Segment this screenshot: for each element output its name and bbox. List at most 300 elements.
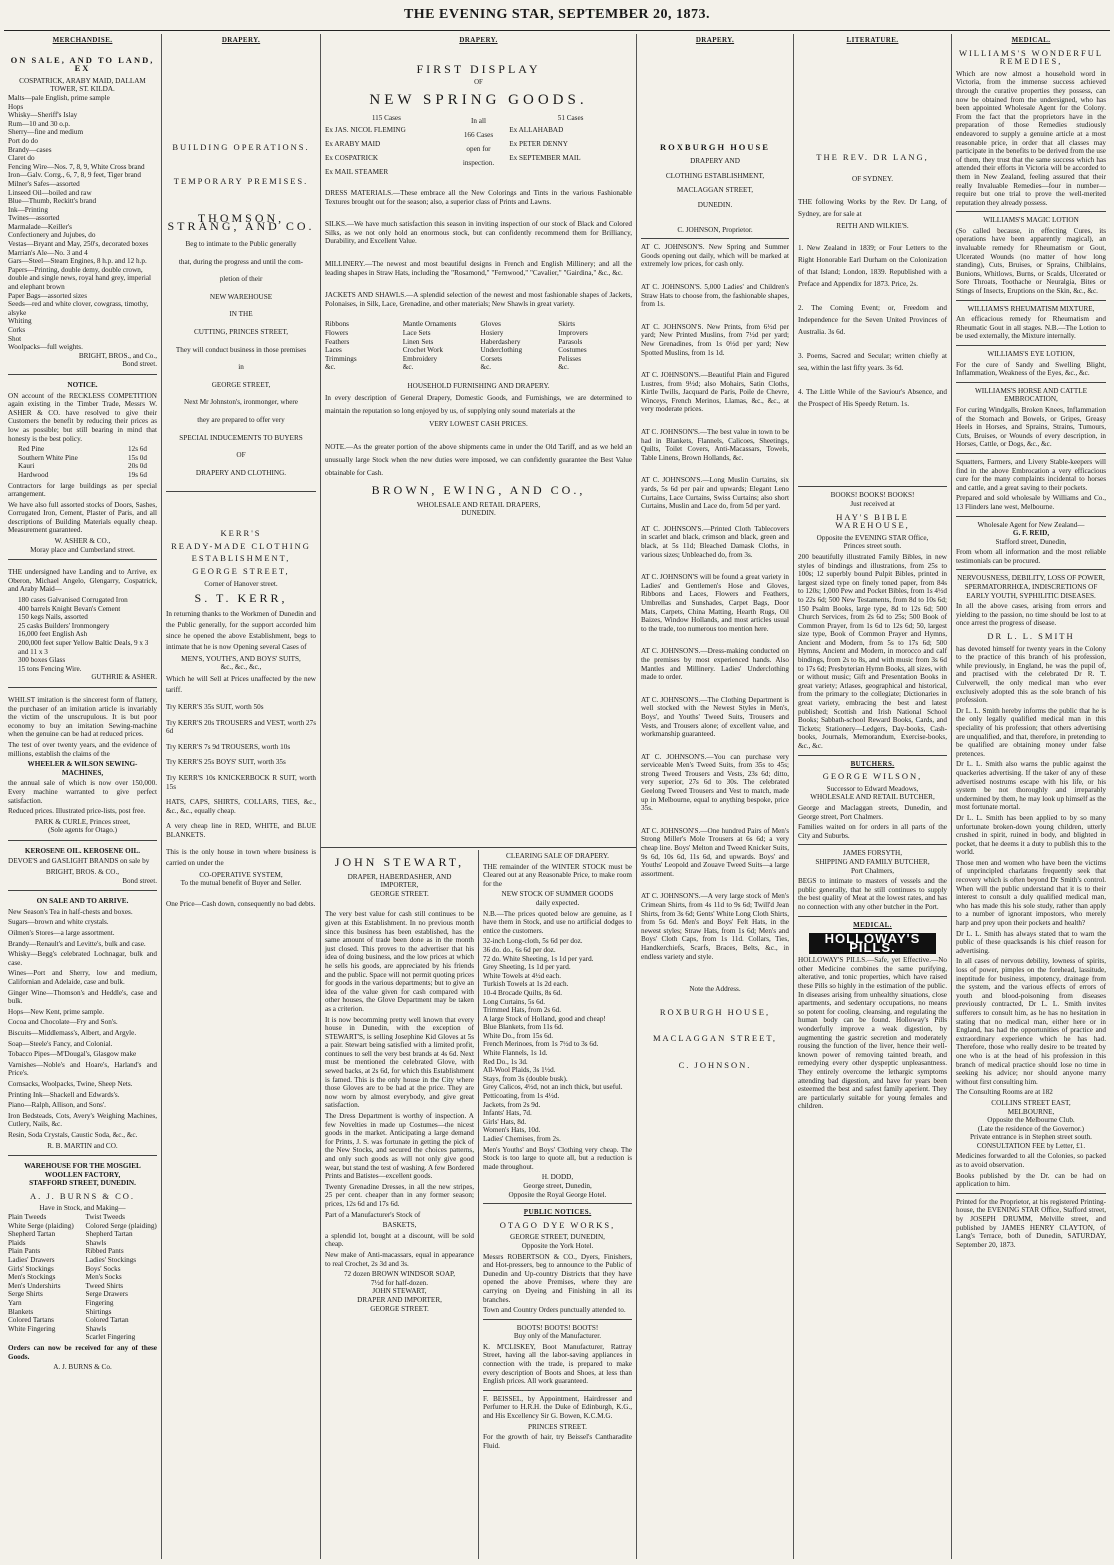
advert-text: IMPORTER, (380, 881, 419, 890)
list-item: Port do do (8, 136, 38, 145)
list-item: 16,000 feet English Ash (18, 630, 88, 639)
advert-text: THE undersigned have Landing and to Arrive, ex Oberon, Michael Angelo, Glengarry, Cospatrick, and Araby Maid— (8, 568, 157, 594)
advert-text: Dr L. L. Smith has been applied to by so many unfortunate broken-down young children, utterly crushed in spirit, ruined in body, and blighted in pocket, that he deems it a duty to publish this to the world. (956, 813, 1106, 857)
advert-address: Bond street. (122, 360, 157, 369)
advert-text: GEORGE STREET. (370, 889, 429, 898)
summary-line: inspection. (462, 159, 495, 168)
advert-title: WILLIAMS'S EYE LOTION, (987, 350, 1075, 358)
advert-name: ROXBURGH HOUSE (660, 141, 770, 152)
advert-text: REITH AND WILKIE'S. (836, 221, 909, 230)
list-item: Seeds—red and white clover, cowgrass, timothy, alsyke (8, 300, 149, 317)
column-dodd (479, 852, 636, 1559)
advert-text: THE following Works by the Rev. Dr Lang, of Sydney, are for sale at (798, 197, 947, 218)
advert-title: BOOKS! BOOKS! BOOKS! (830, 491, 915, 500)
johnson-notice: AT C. JOHNSON'S.—The best value in town to be had in Blankets, Flannels, Calicoes, Sheetings, Quilts, Toilet Covers, Anti-Macassars, Towels, Table Linens, Brown Hollands, &c. (641, 428, 789, 462)
price-item: Blue Blankets, from 11s 6d. (483, 1023, 564, 1032)
advert-text: George and Maclaggan streets, Dunedin, and George street, Port Chalmers. (798, 803, 947, 821)
price-item: Long Curtains, 5s 6d. (483, 997, 546, 1006)
list-item: White Fingering (8, 1324, 56, 1333)
list-item: Varnishes—Noble's and Hoare's, Harland's and Price's. (8, 1060, 157, 1078)
advert-burns (8, 1159, 157, 1377)
advert-text: Port Chalmers, (850, 866, 895, 875)
list-item: Shawls (85, 1324, 107, 1333)
advert-name: DR L. L. SMITH (987, 631, 1075, 642)
list-item: New Season's Tea in half-chests and boxes. (8, 907, 133, 916)
advert-text: Dr L. L. Smith has always stated that to warn the public of these quacksands is his chief reason for advertising. (956, 929, 1106, 955)
price-item: Red Do., 1s 3d. (483, 1057, 528, 1066)
advert-address: PRINCES STREET. (528, 1422, 587, 1431)
list-item: Papers—Printing, double demy, double crown, double and single news, royal hand grey, imperial and elephant brown (8, 265, 152, 292)
goods-item: Parasols (558, 337, 583, 346)
advert-title: OF SYDNEY. (851, 175, 893, 184)
list-item: Ladies' Stockings (85, 1256, 137, 1265)
advert-address: (Sole agents for Otago.) (47, 826, 118, 835)
advert-address: MELBOURNE, (1007, 1107, 1055, 1116)
goods-list (403, 320, 477, 372)
work-item: 2. The Coming Event; or, Freedom and Independence for the Seven United Provinces of Australia. 3s 6d. (798, 304, 947, 337)
list-item: Marrian's Ale—No. 3 and 4 (8, 248, 88, 257)
goods-item: Laces (325, 346, 342, 355)
list-item: Vestas—Bryant and May, 250's, decorated boxes (8, 240, 149, 249)
goods-item: Crochet Work (402, 346, 443, 355)
advert-address: COLLINS STREET EAST, (991, 1098, 1071, 1107)
price-value: 19s 6d (128, 470, 147, 479)
advert-text: DEVOE'S and GASLIGHT BRANDS on sale by (8, 857, 150, 866)
advert-brand: WHEELER & WILSON SEWING-MACHINES, (27, 760, 138, 777)
advert-text: (So called because, in effecting Cures, its operations have been apparently magical), an invaluable remedy for Rheumatism or Gout, Ulcerated Wounds (no matter of how long standing), Cuts, Bruises, or Sprains, Chilblains, Bunions, Whitlows, Burns, or Scalds, Ulcerated or Sore Throats, Toothache or Neuralgia, Bites or Stings of Insects, Eruptions on the Skin, &c., &c. (956, 226, 1106, 296)
section-heading: PUBLIC NOTICES. (523, 1208, 592, 1217)
advert-address: Opposite the Melbourne Club. (987, 1116, 1075, 1125)
list-item: Whisky—Begg's celebrated Lochnagar, bulk and case. (8, 950, 157, 967)
list-item: Milner's Safes—assorted (8, 179, 80, 188)
advert-text: An efficacious remedy for Rheumatism and Rheumatic Gout in all stages. N.B.—The Lotion to be used externally, the Mixture internally. (956, 315, 1106, 341)
works-list (798, 242, 947, 410)
list-item: Wines—Port and Sherry, low and medium, Californian and Adelaide, case and bulk. (8, 969, 157, 986)
list-item: Colored Serge (plaiding) (85, 1221, 157, 1230)
goods-item: &c. (402, 363, 414, 372)
goods-item: Skirts (558, 320, 576, 329)
advert-text: &c., &c., &c., (220, 663, 262, 672)
price-item: White Towels at 4½d each. (483, 971, 562, 980)
price-item: Stays, from 3s (double busk). (483, 1074, 568, 1083)
advert-text: In every description of General Drapery, Domestic Goods, and Furnishings, we are determined to maintain the reputation so long enjoyed by us, of supplying only sound materials at the (325, 394, 632, 416)
advert-title: CLEARING SALE OF DRAPERY. (506, 852, 609, 860)
list-item: Plain Tweeds (8, 1213, 47, 1222)
column-stewart (321, 852, 478, 1559)
advert-text: NOTE.—As the greater portion of the above shipments came in under the Old Tariff, and as we held an unusually large Stock when the new duties were imposed, we can confidently guarantee the Best Value obtainable for Cash. (325, 443, 632, 478)
ship-name: Ex SEPTEMBER MAIL (509, 153, 581, 162)
list-item: Tobacco Pipes—M'Dougal's, Glasgow make (8, 1050, 137, 1059)
masthead: THE EVENING STAR, SEPTEMBER 20, 1873. (403, 7, 711, 22)
list-item: Iron Bedsteads, Cots, Avery's Weighing Machines, Cutlery, Nails, &c. (8, 1111, 157, 1129)
list-item: Sherry—fine and medium (8, 128, 84, 137)
list-item: Brandy—Renault's and Levitte's, bulk and case. (8, 939, 146, 948)
advert-text: In all the above cases, arising from errors and yielding to the passion, no time should be lost to at once arrest the progress of disease. (956, 602, 1106, 628)
advert-title: HOUSEHOLD FURNISHING AND DRAPERY. (407, 381, 550, 390)
advert-title: OF (474, 79, 483, 87)
advert-text: WHILST imitation is the sincerest form of flattery, the purchaser of an imitation article is invariably the victim of the unscrupulous. It is but poor economy to buy an imitation Sewing-machine when the genuine can be had at reduced prices. (8, 695, 157, 739)
advert-text: Messrs ROBERTSON & CO., Dyers, Finishers, and Hot-pressers, beg to announce to the Public of Dunedin and Up-country Districts that they have opened the above Premises, where they are carrying on Dyeing and Finishing in all its branches. (483, 1252, 632, 1304)
advert-text: For the cure of Sandy and Swelling Blight, Inflammation, Weakness of the Eyes, &c., &c. (956, 360, 1106, 378)
column-heading: MEDICAL. (1011, 36, 1051, 44)
advert-address: George street, Dunedin, (523, 1181, 592, 1190)
list-item: 200,000 feet super Yellow Baltic Deals, 9 x 3 and 11 x 3 (18, 639, 149, 656)
work-item: 3. Poems, Sacred and Secular; written chiefly at sea, within the last fifty years. 3s 6d. (798, 352, 947, 373)
list-item: Ladies' Drawers (8, 1256, 55, 1265)
price-item: Turkish Towels at 1s 2d each. (483, 980, 569, 989)
cases-summary (451, 114, 506, 179)
section-rule (321, 847, 636, 848)
ship-name: Ex COSPATRICK (325, 153, 379, 162)
advert-text: The Consulting Rooms are at 182 (956, 1088, 1053, 1097)
advert-line: Beg to intimate to the Public generally (185, 239, 297, 248)
advert-title: WAREHOUSE FOR THE MOSGIEL WOOLLEN FACTORY, (24, 1162, 141, 1179)
advert-text: In returning thanks to the Workmen of Dunedin and the Public generally, for the support accorded him since he opened the above Establishment, begs to intimate that he is now Opening several Cases of (166, 609, 316, 651)
advert-signature: DRAPER AND IMPORTER, (357, 1295, 442, 1304)
advert-text: Those men and women who have been the victims of unprincipled charlatans frequently seek that recovery which is often beyond Dr Smith's control. When will the public understand that it is to their interest to consult a duly qualified medical man, who has made this his sole study, rather than apply to a number of ignorant impostors, who merely harp and prey upon their pockets and health? (956, 858, 1106, 928)
advert-text: Squatters, Farmers, and Livery Stable-keepers will find in the above Embrocation a very efficacious cure for the many complaints incidental to horses and cattle, and a great saving to their pockets. (956, 457, 1106, 492)
johnson-notices (641, 243, 789, 961)
advert-text: BEGS to intimate to masters of vessels and the public generally, that he still continues to supply the best quality of Meat at the lowest rates, and has no connection with any other butcher in the Port. (798, 877, 947, 911)
advert-asher-notice (8, 378, 157, 560)
advert-martin (8, 894, 157, 1156)
goods-list (325, 320, 399, 372)
stock-list-left (8, 1213, 80, 1342)
advert-title: NERVOUSNESS, DEBILITY, LOSS OF POWER, SPERMATORRHŒA, INDISCRETIONS OF EARLY YOUTH, SYPHILITIC DISEASES. (957, 574, 1105, 600)
list-item: Malts—pale English, prime sample (8, 93, 110, 102)
list-item: 150 kegs Nails, assorted (18, 613, 88, 622)
advert-text: THE remainder of the WINTER STOCK must be Cleared out at any Reasonable Price, to make room for the (483, 862, 632, 888)
goods-item: Costumes (558, 346, 587, 355)
advert-name: HAY'S BIBLE WAREHOUSE, (835, 511, 910, 531)
advert-text: Town and Country Orders punctually attended to. (483, 1306, 626, 1315)
list-item: Sugars—brown and white crystals. (8, 918, 109, 927)
list-item: Fingering (85, 1299, 114, 1307)
advert-text: The Dress Department is worthy of inspection. A few Novelties in made up Costumes—the nicest goods in the market. Anticipating a large demand for Prints, J. S. was fortunate in getting the pick of the New Stocks, and secured the choices patterns, and only such goods as will not only give good wear, but stand the test of washing. A few Bordered Prints and Batistes—excellent goods. (325, 1112, 474, 1181)
advert-title: KERR'S (220, 528, 262, 539)
list-item: Whisky—Sheriff's Islay (8, 111, 78, 120)
column-merchandise (4, 34, 161, 1559)
goods-item: &c. (480, 363, 492, 372)
advert-name: OTAGO DYE WORKS, (499, 1219, 616, 1230)
list-item: Men's Socks (85, 1273, 122, 1282)
advert-title: NEW SPRING GOODS. (369, 91, 588, 108)
goods-item: Feathers (325, 337, 350, 346)
advert-text: DRAPERY AND (690, 157, 740, 166)
list-item: A very cheap line in RED, WHITE, and BLUE BLANKETS. (166, 822, 316, 839)
column-heading: DRAPERY. (221, 36, 261, 44)
list-item: Hops (8, 102, 24, 111)
list-item: Plain Pants (8, 1247, 41, 1256)
column-heading: DRAPERY. (695, 36, 735, 44)
advert-text: Wholesale Agent for New Zealand— (977, 520, 1085, 529)
goods-item: &c. (325, 363, 336, 372)
advert-title: GEORGE STREET, (192, 566, 290, 577)
advert-text: DUNEDIN. (461, 509, 496, 518)
advert-name: G. F. REID, (1012, 529, 1050, 538)
advert-text: Note the Address. (689, 985, 741, 994)
price-item: All-Wool Plaids, 3s 1½d. (483, 1066, 556, 1075)
cases-count: 115 Cases (371, 114, 401, 123)
advert-text: DRAPER, HABERDASHER, AND (347, 872, 452, 881)
advert-text: daily expected. (535, 898, 580, 907)
advert-name: THOMSON, STRANG, AND CO. (167, 210, 315, 234)
advert-text: Part of a Manufacturer's Stock of (325, 1210, 421, 1219)
list-item: Boys' Socks (85, 1264, 121, 1273)
price-item: 72 do. White Sheeting, 1s 1d per yard. (483, 954, 594, 963)
johnson-notice: AT C. JOHNSON'S.—A very large stock of Men's Crimean Shirts, from 4s 11d to 9s 6d; Twill'd Jean Shirts, from 3s 6d; Gents' White Long Cloth Shirts, from 5s 6d. Men's and Boys' Felt Hats, in the newest styles; Straw Hats, from 1s 6d; Men's and Boys' Cloth Caps, from 1s 11d. Collars, Ties, Handkerchiefs, Scarfs, Braces, Belts, &c., in endless variety and style. (641, 892, 789, 961)
section-heading: MEDICAL. (853, 920, 892, 929)
goods-item: Mantle Ornaments (402, 320, 457, 329)
goods-item: Haberdashery (480, 337, 521, 346)
list-item: Men's Stockings (8, 1273, 56, 1282)
advert-signature: R. B. MARTIN and CO. (47, 1141, 118, 1150)
advert-line: GEORGE STREET, (211, 380, 271, 389)
masthead-rule (4, 30, 1110, 31)
advert-text: BASKETS, (382, 1221, 417, 1230)
list-item: Shot (8, 334, 22, 343)
column-heading: LITERATURE. (846, 36, 899, 44)
advert-text: Opposite the York Hotel. (521, 1241, 594, 1250)
cases-group-1 (325, 114, 448, 179)
advert-line: SPECIAL INDUCEMENTS TO BUYERS (179, 433, 303, 442)
advert-title: WILLIAMS'S RHEUMATISM MIXTURE, (967, 304, 1095, 313)
johnson-notice: AT C. JOHNSON'S.—You can purchase very serviceable Men's Tweed Suits, from 35s to 45s; strong Tweed Trousers and Vests, 23s 6d; ditto, very superior, 27s 6d to 30s. The celebrated Geelong Tweed Trousers and Vest to match, made up in Melbourne, equal to anything bespoke, price 35s. (641, 752, 789, 813)
advert-text: DUNEDIN. (697, 200, 733, 209)
advert-address: GEORGE STREET. (370, 1304, 429, 1313)
advert-signature: A. J. BURNS & Co. (53, 1363, 112, 1372)
list-item: White Serge (plaiding) (8, 1221, 74, 1230)
johnson-notice: AT C. JOHNSON'S.—Dress-making conducted on the premises by most experienced hands. Also Mantles and Millinery. Ladies' Underclothing made to order. (641, 647, 789, 682)
advert-text: 200 beautifully illustrated Family Bibles, in new styles of bindings and illustrations, from 25s to 100s; 12 superbly bound Pulpit Bibles, printed in largest sized type on finely toned paper, from 84s to 120s; 1,000 Pew and Pocket Bibles, from 1s 4½d to 22s 6d; 500 New Testaments, from 8d to 10s 6d; 150 Psalm Books, large type, 8d to 12s 6d; 500 Church Services, from 2s 6d to 25s; 500 Book of Common Prayer, from 1s 6d to 12s 6d; 50, largest size type, Book of Common Prayer and Hymns, Ancient and Modern, from 5s to 17s 6d; 500 Hymns, Ancient and Modern, in morocco and calf bindings, from 2s to 8s, and with music from 3s 6d to 17s 6d; Presbyterian Hymn Books, all sizes, with or without music; Gift and Presentation Books in great variety; Atlases, geographical and historical, from the primary to the collegiate; Dictionaries in great variety, embracing the best and latest published; Scottish and Irish National School Books; Sabbath-school Reward Books, Cards, and Tickets; Stationery—Ledgers, Day-books, Cash-books, Journals, Memorandum, Exercise-books, &c., &c. (798, 552, 947, 750)
advert-text: Opposite the EVENING STAR Office, (816, 533, 929, 542)
advert-text: Which are now almost a household word in Victoria, from the immense success achieved through the curative properties they possess, can now be obtained from the undersigned, who has been appointed Wholesale Agent for the Colony. From the fact that the proprietors have in the preparation of those Remedies studiously endeavored to supply a genuine article at a most reasonable price, in order that all classes may participate in the benefits to be derived from the use of them, they trust that the same success which has attended their efforts in Victoria will be accorded to them in New Zealand, feeling assured that their really Invaluable Remedies—four in number—require but one trial to prove the well-merited reputation they already possess. (956, 69, 1106, 207)
advert-text: CONSULTATION FEE by Letter, £1. (976, 1141, 1086, 1150)
advert-text: Dr L. L. Smith hereby informs the public that he is the only legally qualified medical man in this speciality of his profession; that others advertising are unqualified, and that, therefore, in pretending to be qualified are obtaining money under false pretences. (956, 706, 1106, 758)
advert-text: JACKETS AND SHAWLS.—A splendid selection of the newest and most fashionable shapes of Jackets, Polonaises, in Silk, Lace, Grenadine, and other materials; New Shawls in great variety. (325, 291, 632, 308)
price-label: Kauri (18, 462, 35, 471)
list-item: Whiting (8, 317, 32, 326)
column-literature (794, 34, 951, 1559)
item-list (8, 94, 157, 352)
advert-title: READY-MADE CLOTHING (171, 540, 311, 551)
advert-text: From whom all information and the most reliable testimonials can be procured. (956, 548, 1106, 565)
holloways-pills-logo: HOLLOWAY'S PILLS. (809, 933, 936, 954)
summary-line: In all (471, 117, 486, 126)
list-item: Soap—Steele's Fancy, and Colonial. (8, 1039, 113, 1048)
goods-item: Ribbons (325, 320, 349, 329)
advert-title: BUILDING OPERATIONS. (172, 141, 310, 152)
advert-address: MACLAGGAN STREET, (652, 1033, 778, 1044)
stock-list (8, 1213, 157, 1342)
price-item: Jackets, from 2s 9d. (483, 1100, 541, 1109)
list-item: Shirtings (85, 1307, 112, 1316)
list-item: Try KERR'S 20s TROUSERS and VEST, worth 27s 6d (166, 718, 316, 736)
ship-name: Ex MAIL STEAMER (325, 167, 389, 176)
column-heading: DRAPERY. (459, 36, 498, 44)
advert-address: Corner of Hanover street. (204, 579, 278, 588)
advert-signature: W. ASHER & CO., (54, 537, 111, 546)
list-item: Colored Tartan (85, 1316, 129, 1325)
item-list (8, 908, 157, 1140)
price-item: 36 do. do., 6s 6d per doz. (483, 945, 556, 954)
advert-title: WILLIAMS'S MAGIC LOTION (983, 216, 1079, 225)
price-label: Red Pine (18, 445, 45, 454)
advert-text: Successor to Edward Meadows, (826, 784, 919, 793)
stock-list-right (85, 1213, 157, 1342)
johnson-notice: AT C. JOHNSON'S. New Spring and Summer Goods opening out daily, which will be marked at extremely low prices, for cash only. (641, 243, 789, 269)
advert-guthrie-asher (8, 563, 157, 688)
advert-text: Families waited on for orders in all parts of the City and Suburbs. (798, 823, 947, 840)
cases-count: 51 Cases (557, 114, 584, 123)
summary-line: 166 Cases (463, 131, 494, 140)
list-item: Girls' Stockings (8, 1264, 54, 1273)
list-item: Shepherd Tartan (8, 1230, 56, 1239)
advert-title: KEROSENE OIL. KEROSENE OIL. (24, 846, 141, 855)
advert-text: MILLINERY.—The newest and most beautiful designs in French and English Millinery; and all the leading shapes in Straw Hats, including the "Rosamond," "Fernwood," "Cavalier," "Gairdina," &c., &c. (325, 259, 632, 277)
price-value: 15s 0d (128, 453, 147, 462)
list-item: Blankets (8, 1307, 34, 1316)
list-item: Iron—Galv. Corrg., 6, 7, 8, 9 feet, Tiger brand (8, 171, 141, 180)
advert-text: The test of over twenty years, and the evidence of millions, establish the claims of the (8, 740, 157, 758)
item-list (8, 596, 157, 673)
price-value: 20s 0d (128, 462, 147, 471)
advert-text: The very best value for cash still continues to be given at this Establishment. In no previous month since this business has been established, has the same amount of trade been done as in the month just closed. This proves to the advertiser that his idea of doing business, and the low prices at which he sells his goods, are appreciated by his friends and the public. Space will not permit quoting prices for goods in the various departments; but to give an idea of the value given for cash compared with other houses, the Glove Department may be taken as a criterion. (325, 910, 474, 1013)
list-item: Ink—Printing (8, 205, 48, 214)
advert-line: that, during the progress and until the com- (178, 257, 304, 266)
advert-text: Have in Stock, and Making— (39, 1204, 126, 1213)
advert-text: Princes street south. (843, 542, 902, 551)
list-item: Brandy—cases (8, 145, 52, 154)
advert-line: They will conduct business in those premises (175, 345, 307, 354)
advert-name: S. T. KERR, (194, 591, 288, 606)
goods-item: Corsets (480, 354, 503, 363)
advert-address: Private entrance is in Stephen street south. (970, 1133, 1092, 1142)
item-list (166, 703, 316, 840)
advert-ships: COSPATRICK, ARABY MAID, DALLAM TOWER, ST. KILDA. (19, 76, 146, 94)
johnson-notice: AT C. JOHNSON'S.—Printed Cloth Tablecovers in scarlet and black, crimson and black, green and black, at 5s 11d; Bleached Damask Cloths, in various sizes; Unbleached do, from 3s. (641, 524, 789, 559)
column-medical (952, 34, 1110, 1559)
advert-text: HOLLOWAY'S PILLS.—Safe, yet Effective.—No other Medicine combines the same purifying, alterative, and tonic properties, which have raised these Pills so highly in the estimation of the public. In diseases arising from unhealthy situations, close apartments, and sedentary occupations, no means so potent for cooling, cleansing, and regulating the human body can be found. Holloway's Pills wonderfully improve a weak digestion, by augmenting the gastric secretion and moderately rousing the function of the liver, hence their well-known power of removing tainted breath, and remedying every other dyspeptic unpleasantness. They entirely overcome the lethargic symptoms attending bad digestion, and have for years been esteemed the best and safest family aperient. They are particularly suitable for young females and children. (798, 956, 947, 1111)
advert-text: Men's Youths' and Boys' Clothing very cheap. The Stock is too large to quote all, but a reduction is made throughout. (483, 1145, 632, 1171)
advert-text: In all cases of nervous debility, lowness of spirits, loss of power, pimples on the forehead, lassitude, ineptitude for business, impotency, drainage from the system, and the various effects of errors of youth and blood-poisoning from diseases previously contracted, Dr L. L. Smith invites sufferers to consult him, as he has no hesitation in stating that no medical man, either here or in England, has had the opportunities of practice and extraordinary experience which he has had. Therefore, those who really desire to be treated by one who is at the head of his profession in this branch of medical practice should lose no time in seeking his advice; nor should anyone marry without first consulting him. (956, 957, 1106, 1086)
advert-text: One Price—Cash down, consequently no bad debts. (166, 899, 316, 908)
advert-name: BROWN, EWING, AND CO., (371, 483, 586, 498)
imprint: Printed for the Proprietor, at his registered Printing-house, the EVENING STAR Office, Stafford street, by JOSEPH DRUMM, Melville street, and published by JAMES HENRY CLAYTON, of Lang's Terrace, both of Dunedin, SATURDAY, September 20, 1873. (956, 1197, 1106, 1249)
advert-text: Dr L. L. Smith also warns the public against the quackeries advertising. If the taker of any of these advertised nostrums escape with his life, or his system be not thoroughly and irreparably undermined by them, he may look up himself as the most fortunate mortal. (956, 760, 1106, 812)
goods-item: Lace Sets (402, 328, 431, 337)
advert-text: GEORGE STREET, DUNEDIN, (510, 1233, 605, 1242)
price-row (8, 462, 157, 471)
advert-text: Twenty Grenadine Dresses, in all the new stripes, 25 per cent. cheaper than in any former season; prices, 12s 6d and 17s 6d. (325, 1182, 474, 1208)
advert-title: ESTABLISHMENT, (191, 553, 291, 564)
advert-bright-bros (8, 49, 157, 375)
advert-text: To the mutual benefit of Buyer and Seller. (180, 879, 302, 888)
list-item: Rum—10 and 30 o.p. (8, 119, 71, 128)
ship-list (509, 123, 632, 165)
advert-text: Contractors for large buildings as per special arrangement. (8, 481, 157, 499)
goods-item: Trimmings (325, 354, 357, 363)
johnson-notice: AT C. JOHNSON'S.—Beautiful Plain and Figured Lustres, from 9½d; also Mohairs, Satin Cloths, Kirtle Twills, Jacquard de Paris, Poile de Chevre, Winceys, French Merinos, Llamas, &c., &c., at very moderate prices. (641, 371, 789, 414)
price-item: Ladies' Chemises, from 2s. (483, 1135, 561, 1143)
advert-text: This is the only house in town where business is carried on under the (166, 847, 316, 867)
advert-signature: H. DODD, (541, 1173, 574, 1182)
list-item: 300 boxes Glass (18, 656, 66, 665)
list-item: Resin, Soda Crystals, Caustic Soda, &c., &c. (8, 1130, 138, 1139)
advert-text: We have also full assorted stocks of Doors, Sashes, Corrugated Iron, Cement, Plaster of Paris, and all descriptions of Building Materials equally cheap. Measurement guaranteed. (8, 500, 157, 535)
list-item: HATS, CAPS, SHIRTS, COLLARS, TIES, &c., &c., &c., equally cheap. (166, 798, 316, 815)
summary-line: open for (466, 145, 491, 154)
advert-signature: JOHN STEWART, (372, 1287, 427, 1296)
goods-item: Underclothing (480, 346, 523, 355)
advert-signature: C. JOHNSON. (678, 1059, 752, 1070)
column-heading: MERCHANDISE. (52, 36, 113, 44)
advert-text: Prepared and sold wholesale by Williams and Co., 13 Flinders lane west, Melbourne. (956, 494, 1106, 511)
price-row (8, 445, 157, 454)
price-item: Grey Sheeting, 1s 1d per yard. (483, 963, 571, 972)
goods-item: Linen Sets (402, 337, 434, 346)
goods-item: Embroidery (402, 354, 438, 363)
advert-text: VERY LOWEST CASH PRICES. (429, 420, 528, 429)
price-item: Petticoating, from 1s 4½d. (483, 1092, 560, 1101)
list-item: Woolpacks—full weights. (8, 343, 83, 352)
ship-name: Ex ARABY MAID (325, 139, 381, 148)
list-item: Twist Tweeds (85, 1213, 125, 1222)
list-item: Cornsacks, Woolpacks, Twine, Sheep Nets. (8, 1079, 133, 1088)
advert-line: IN THE (229, 310, 253, 319)
advert-kerr (166, 495, 316, 915)
advert-text: Which he will Sell at Prices unaffected by the new tariff. (166, 675, 316, 695)
price-row (8, 454, 157, 463)
advert-text: Just received at (850, 499, 895, 508)
price-row (8, 471, 157, 480)
advert-text: the annual sale of which is now over 150,000. Every machine warranted to give perfect satisfaction. (8, 779, 157, 805)
column-drapery-3 (637, 34, 793, 1559)
list-item: Serge Shirts (8, 1290, 43, 1299)
goods-item: Gloves (480, 320, 501, 329)
advert-line: Next Mr Johnston's, ironmonger, where (184, 398, 298, 407)
advert-text: CO-OPERATIVE SYSTEM, (199, 870, 283, 879)
advert-text: SHIPPING AND FAMILY BUTCHER, (815, 857, 930, 866)
johnson-notice: AT C. JOHNSON'S.—One hundred Pairs of Men's Strong Miller's Mole Trousers at 6s 6d; a very cheap line. Boys' Melton and Tweed Knicker Suits, 9s 6d, 10s 6d, 11s 6d, and upwards. Boys' and Youths' Leopold and Zouave Tweed Suits—a large assortment. (641, 826, 789, 878)
advert-text: WHOLESALE AND RETAIL BUTCHER, (810, 793, 935, 802)
advert-title: WILLIAMS'S HORSE AND CATTLE EMBROCATION, (974, 386, 1088, 404)
price-item: Infants' Hats, 7d. (483, 1109, 532, 1118)
advert-name: GEORGE WILSON, (822, 771, 923, 782)
advert-title: WILLIAMS'S WONDERFUL REMEDIES, (958, 47, 1104, 67)
advert-signature: PARK & CURLE, Princes street, (34, 817, 131, 826)
column-drapery-2 (321, 34, 636, 845)
list-item: 180 cases Galvanised Corrugated Iron (18, 596, 128, 605)
list-item: 15 tons Fencing Wire. (18, 664, 82, 673)
list-item: Try KERR'S 35s SUIT, worth 50s (166, 703, 264, 712)
list-item: 25 casks Builders' Ironmongery (18, 621, 110, 630)
advert-line: CUTTING, PRINCES STREET, (193, 327, 289, 336)
price-list (483, 937, 632, 1143)
list-item: 400 barrels Knight Bevan's Cement (18, 604, 121, 613)
johnson-notice: AT C. JOHNSON'S. 5,000 Ladies' and Children's Straw Hats to choose from, the fashionable shapes, from 1s. (641, 282, 789, 309)
work-item: 1. New Zealand in 1839; or Four Letters to the Right Honorable Earl Durham on the Colonization of that Island; London, 1839. Republished with a Preface and Appendix for 1873. Price, 2s. (798, 244, 947, 289)
advert-thomson-strang (166, 49, 316, 493)
advert-text: a splendid lot, bought at a discount, will be sold cheap. (325, 1231, 474, 1249)
advert-text: 72 dozen BROWN WINDSOR SOAP, (343, 1270, 456, 1279)
price-item: White Flannels, 1s 1d. (483, 1049, 548, 1058)
advert-text: Orders can now be received for any of these Goods. (8, 1343, 157, 1361)
advert-text: DRESS MATERIALS.—These embrace all the New Colorings and Tints in the various Fashionable Textures brought out for the season; also, a superior class of Prints and Lawns. (325, 188, 632, 206)
list-item: Printing Ink—Shackell and Edwards's. (8, 1090, 120, 1099)
johnson-notice: AT C. JOHNSON'S.—The Clothing Department is well stocked with the Newest Styles in Men's, Boys', and Youths' Tweed Suits, Trousers and Vests, and Trousers alone; of excellent value, and workmanship guaranteed. (641, 695, 789, 739)
list-item: Try KERR'S 25s BOYS' SUIT, worth 35s (166, 758, 286, 767)
